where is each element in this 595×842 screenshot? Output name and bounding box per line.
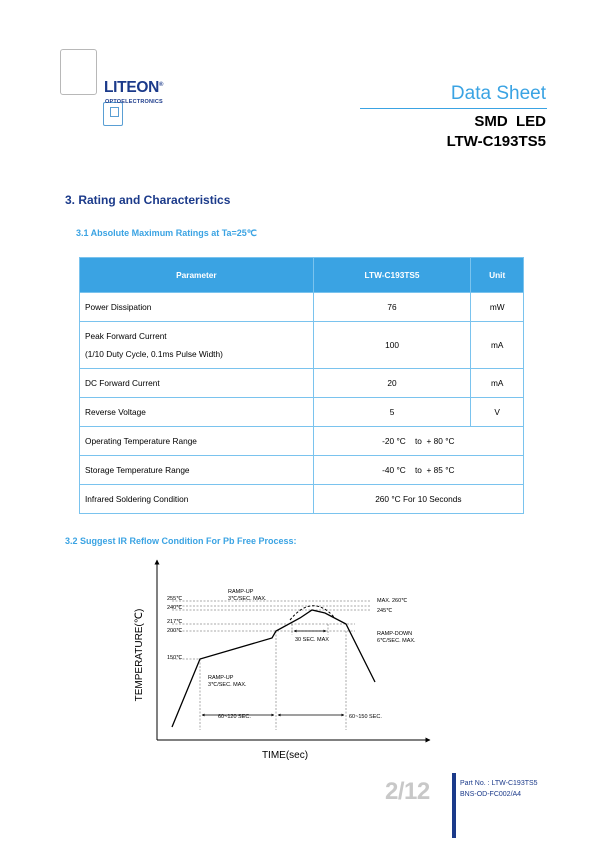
table-row [80, 427, 524, 456]
param-cell: Operating Temperature Range [80, 427, 314, 456]
temp-label-200: 200℃ [167, 628, 183, 634]
footer-doc-no: BNS-OD-FC002/A4 [460, 791, 522, 798]
table-row [80, 485, 524, 514]
param-cell: Infrared Soldering Condition [80, 485, 314, 514]
time-span-arrows [202, 631, 344, 715]
value-cell: 260 °C For 10 Seconds [313, 485, 523, 514]
ramp-up-low-label: RAMP-UP [208, 675, 234, 681]
doc-title: Data Sheet [450, 83, 546, 104]
header-unit: Unit [471, 258, 524, 293]
unit-cell: V [471, 398, 524, 427]
unit-cell: mA [471, 369, 524, 398]
param-cell: Reverse Voltage [80, 398, 314, 427]
reflow-profile-chart [120, 555, 450, 765]
ratings-table [79, 257, 524, 514]
section-title: 3. Rating and Characteristics [65, 193, 231, 207]
param-cell [80, 322, 314, 369]
value-cell: -20 °C to + 80 °C [313, 427, 523, 456]
table-row [80, 369, 524, 398]
logo-frame-blue-inner [110, 107, 119, 117]
max-temp-label: MAX. 260℃ [377, 598, 408, 604]
title-divider [360, 108, 547, 109]
subsection-title-reflow: 3.2 Suggest IR Reflow Condition For Pb Free Process: [65, 536, 297, 546]
table-row [80, 322, 524, 369]
param-cell: Power Dissipation [80, 293, 314, 322]
subsection-title-ratings: 3.1 Absolute Maximum Ratings at Ta=25℃ [76, 228, 257, 238]
ramp-up-low-rate: 3℃/SEC. MAX. [208, 682, 247, 688]
footer-divider [452, 773, 456, 838]
temp-label-240: 240℃ [167, 605, 183, 611]
param-line: Peak Forward Current [85, 331, 167, 341]
value-cell: 76 [313, 293, 471, 322]
peak-245-label: 245℃ [377, 608, 393, 614]
header-parameter: Parameter [80, 258, 314, 293]
preheat-time-label: 60~120 SEC. [218, 714, 251, 720]
page-number: 2/12 [385, 778, 430, 805]
ramp-down-label: RAMP-DOWN [377, 631, 413, 637]
header-value: LTW-C193TS5 [313, 258, 471, 293]
unit-cell: mW [471, 293, 524, 322]
footer-info [460, 778, 538, 800]
table-row [80, 398, 524, 427]
temp-label-150: 150℃ [167, 655, 183, 661]
annotations [208, 589, 416, 720]
value-cell: -40 °C to + 85 °C [313, 456, 523, 485]
product-name: LTW-C193TS5 [446, 133, 546, 150]
value-cell: 20 [313, 369, 471, 398]
table-header-row [80, 258, 524, 293]
temperature-labels [167, 596, 183, 661]
table-row [80, 293, 524, 322]
value-cell: 100 [313, 322, 471, 369]
param-cell: Storage Temperature Range [80, 456, 314, 485]
y-axis-label: TEMPERATURE(℃) [134, 608, 145, 702]
ramp-down-rate: 6℃/SEC. MAX. [377, 638, 416, 644]
dwell-label: 30 SEC. MAX [295, 637, 329, 643]
brand-logo: LITEON® [104, 79, 164, 96]
param-line-note: (1/10 Duty Cycle, 0.1ms Pulse Width) [85, 349, 223, 359]
param-cell: DC Forward Current [80, 369, 314, 398]
value-cell: 5 [313, 398, 471, 427]
ramp-up-top-label: RAMP-UP [228, 589, 254, 595]
footer-part-no: Part No. : LTW-C193TS5 [460, 780, 538, 787]
ramp-up-top-rate: 3℃/SEC. MAX. [228, 596, 267, 602]
temp-label-217: 217℃ [167, 619, 183, 625]
product-type: SMD LED [474, 113, 546, 130]
logo-frame-gray [60, 49, 97, 95]
profile-curve [172, 610, 375, 727]
temp-label-255: 255℃ [167, 596, 183, 602]
reflow-time-label: 60~150 SEC. [349, 714, 382, 720]
brand-subtitle: OPTOELECTRONICS [105, 99, 163, 105]
x-axis-label: TIME(sec) [261, 750, 309, 761]
unit-cell: mA [471, 322, 524, 369]
peak-curve [290, 606, 334, 620]
table-row [80, 456, 524, 485]
